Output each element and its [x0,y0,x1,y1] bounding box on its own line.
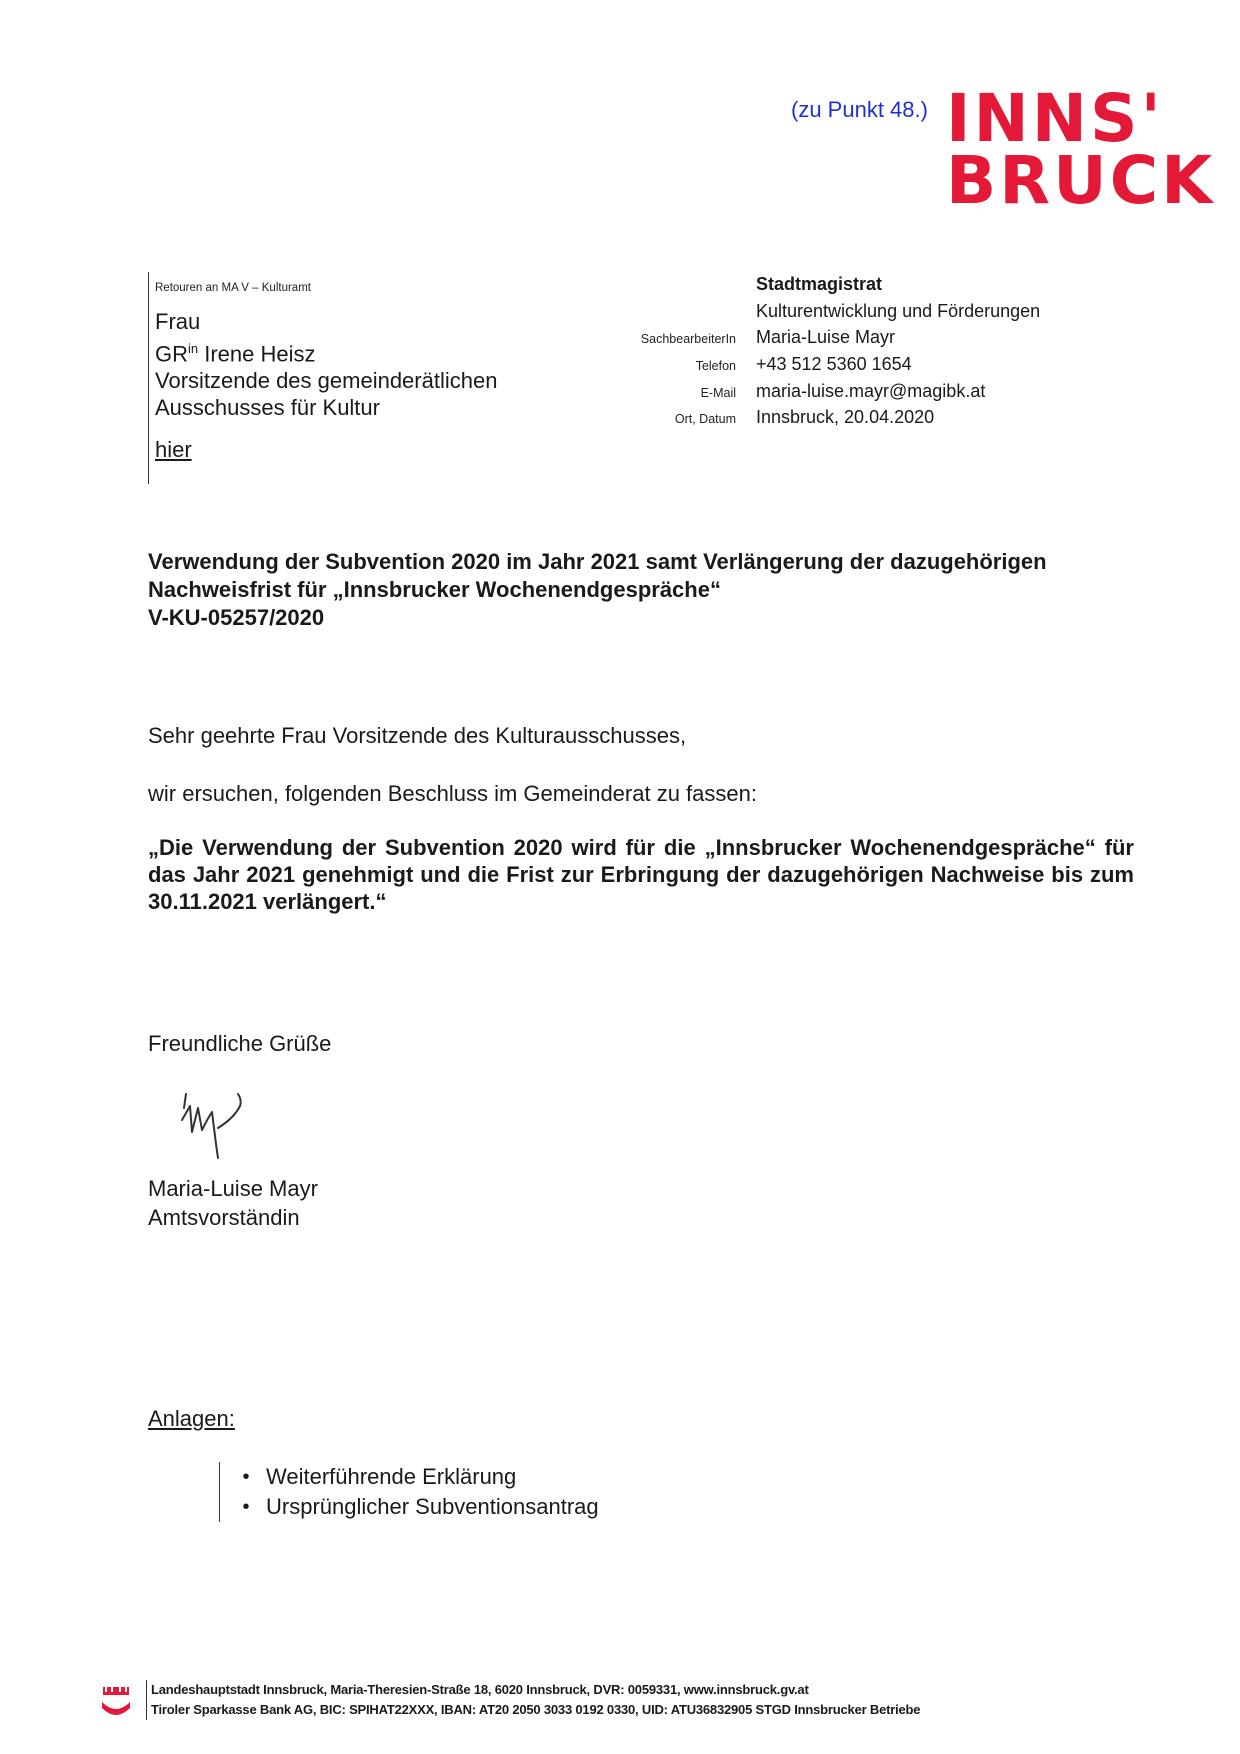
sender-info [620,274,1180,434]
recipient-name-line [155,335,497,367]
recipient-name: Irene Heisz [198,341,316,367]
subject-reference: V-KU-05257/2020 [148,605,325,630]
field-value-place-date: Innsbruck, 20.04.2020 [756,407,935,428]
signatory [148,1174,318,1232]
field-label-place-date: Ort, Datum [674,412,736,427]
signatory-title: Amtsvorständin [148,1205,300,1230]
signature [168,1088,278,1164]
attachments-list [219,1462,599,1522]
list-item [226,1462,599,1492]
bullet-icon: • [242,1496,250,1518]
field-value-email: maria-luise.mayr@magibk.at [756,380,986,401]
subject-line-2: Nachweisfrist für „Innsbrucker Wochenendgespräche“ [148,577,721,602]
letter-closing: Freundliche Grüße [148,1031,332,1056]
field-label-clerk: SachbearbeiterIn [640,332,736,347]
recipient-title: GR [155,341,188,367]
recipient-salutation: Frau [155,309,201,334]
signatory-name: Maria-Luise Mayr [148,1176,318,1201]
logo-line-1: INNS' [946,80,1164,157]
subject-line-1: Verwendung der Subvention 2020 im Jahr 2021 samt Verlängerung der dazugehörigen [148,549,1047,574]
resolution-text: „Die Verwendung der Subvention 2020 wird für die „Innsbrucker Wochenendgespräche“ für das Jahr 2021 genehmigt und die Frist zur Erbringung der dazugehörigen Nachweise bis zum 30.11.2021 verlängert.“ [148,835,1134,914]
city-crest-icon [100,1682,132,1718]
innsbruck-logo [946,80,1216,219]
field-label-email: E-Mail [700,385,736,400]
delivery-note: hier [155,437,192,463]
sender-department: Kulturentwicklung und Förderungen [756,300,1041,321]
subject [148,548,1047,632]
list-item [226,1492,599,1522]
attachments-title: Anlagen: [148,1406,235,1431]
recipient-role: Vorsitzende des gemeinderätlichen [155,368,498,394]
footer-line-1: Landeshauptstadt Innsbruck, Maria-Theresien-Straße 18, 6020 Innsbruck, DVR: 0059331, www.innsbruck.gv.at [151,1682,809,1697]
field-value-clerk: Maria-Luise Mayr [756,327,896,348]
attachment-item-2: Ursprünglicher Subventionsantrag [266,1494,599,1519]
agenda-reference: (zu Punkt 48.) [791,97,928,122]
recipient-block [148,272,497,484]
footer-line-2: Tiroler Sparkasse Bank AG, BIC: SPIHAT22XXX, IBAN: AT20 2050 3033 0192 0330, UID: ATU36832905 STGD Innsbrucker Betriebe [151,1702,921,1717]
letter-salutation: Sehr geehrte Frau Vorsitzende des Kulturausschusses, [148,723,687,748]
logo-line-2: BRUCK [946,142,1216,219]
footer [146,1680,920,1720]
recipient-title-suffix: in [188,341,199,356]
field-label-phone: Telefon [695,359,736,374]
return-address: Retouren an MA V – Kulturamt [155,282,311,294]
field-value-phone: +43 512 5360 1654 [756,354,912,375]
bullet-icon: • [242,1466,250,1488]
letter-request: wir ersuchen, folgenden Beschluss im Gemeinderat zu fassen: [148,781,757,806]
attachment-item-1: Weiterführende Erklärung [266,1464,517,1489]
sender-authority: Stadtmagistrat [756,274,883,294]
recipient-committee: Ausschusses für Kultur [155,395,380,421]
